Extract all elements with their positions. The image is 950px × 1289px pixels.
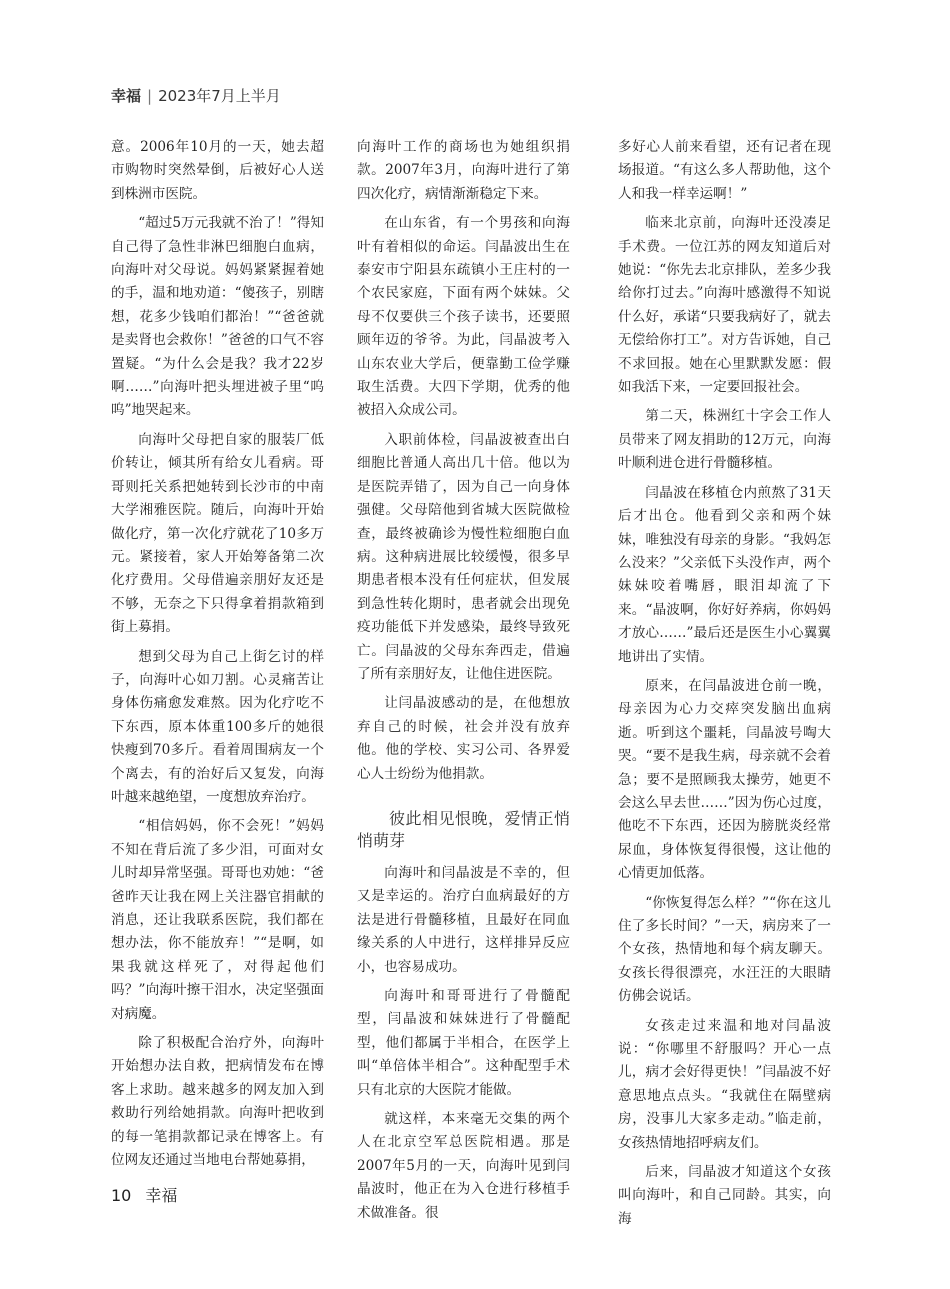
page-header [111,85,281,106]
paragraph: “你恢复得怎么样？”“你在这儿住了多长时间？”一天，病房来了一个女孩，热情地和每个病友聊天。女孩长得很漂亮，水汪汪的大眼睛仿佛会说话。 [618,894,831,1005]
article-column-2 [357,136,570,1231]
section-subheading: 彼此相见恨晚，爱情正悄悄萌芽 [357,808,570,850]
paragraph: 女孩走过来温和地对闫晶波说：“你哪里不舒服吗？开心一点儿，病才会好得更快！”闫晶波不好意思地点点头。“我就住在隔壁病房，没事儿大家多走动。”临走前，女孩热情地招呼病友们。 [618,1017,831,1151]
article-column-3 [618,136,831,1237]
paragraph: 向海叶和哥哥进行了骨髓配型，闫晶波和妹妹进行了骨髓配型，他们都属于半相合，在医学上叫“单倍体半相合”。这种配型手术只有北京的大医院才能做。 [357,988,570,1098]
paragraph: 向海叶和闫晶波是不幸的，但又是幸运的。治疗白血病最好的方法是进行骨髓移植，且最好在同血缘关系的人中进行，这样排异反应小，也容易成功。 [357,864,570,975]
page-number: 10 [111,1186,132,1205]
paragraph: “相信妈妈，你不会死！”妈妈不知在背后流了多少泪，可面对女儿时却异常坚强。哥哥也劝她：“爸爸昨天让我在网上关注器官捐献的消息，还让我联系医院，我们都在想办法，你不能放弃！”“是啊，如果我就这样死了，对得起他们吗？”向海叶擦干泪水，决定坚强面对病魔。 [111,818,324,1022]
footer-magazine-name: 幸福 [145,1186,178,1205]
issue-date: 2023年7月上半月 [158,87,281,105]
paragraph: 除了积极配合治疗外，向海叶开始想办法自救，把病情发布在博客上求助。越来越多的网友加入到救助行列给她捐款。向海叶把收到的每一笔捐款都记录在博客上。有位网友还通过当地电台帮她募捐， [111,1035,324,1169]
paragraph: 后来，闫晶波才知道这个女孩叫向海叶，和自己同龄。其实，向海 [618,1164,831,1227]
paragraph: 让闫晶波感动的是，在他想放弃自己的时候，社会并没有放弃他。他的学校、实习公司、各界爱心人士纷纷为他捐款。 [357,695,570,782]
paragraph: 入职前体检，闫晶波被查出白细胞比普通人高出几十倍。他以为是医院弄错了，因为自己一向身体强健。父母陪他到省城大医院做检查，最终被确诊为慢性粒细胞白血病。这种病进展比较缓慢，很多早期患者根本没有任何症状，但发展到急性转化期时，患者就会出现免疫功能低下并发感染，最终导致死亡。闫晶波的父母东奔西走，借遍了所有亲朋好友，让他住进医院。 [357,431,570,682]
paragraph: 临来北京前，向海叶还没凑足手术费。一位江苏的网友知道后对她说：“你先去北京排队，差多少我给你打过去。”向海叶感激得不知说什么好，承诺“只要我病好了，就去无偿给你打工”。对方告诉她，自己不求回报。她在心里默默发愿：假如我活下来，一定要回报社会。 [618,215,831,396]
paragraph: 在山东省，有一个男孩和向海叶有着相似的命运。闫晶波出生在泰安市宁阳县东疏镇小王庄村的一个农民家庭，下面有两个妹妹。父母不仅要供三个孩子读书，还要照顾年迈的爷爷。为此，闫晶波考入山东农业大学后，便靠勤工俭学赚取生活费。大四下学期，优秀的他被招入众成公司。 [357,215,570,419]
paragraph: 原来，在闫晶波进仓前一晚，母亲因为心力交瘁突发脑出血病逝。听到这个噩耗，闫晶波号啕大哭。“要不是我生病，母亲就不会着急；要不是照顾我太操劳，她更不会这么早去世……”因为伤心过度，他吃不下东西，还因为膀胱炎经常尿血，身体恢复得很慢，这让他的心情更加低落。 [618,677,831,882]
paragraph: “超过5万元我就不治了！”得知自己得了急性非淋巴细胞白血病，向海叶对父母说。妈妈紧紧握着她的手，温和地劝道：“傻孩子，别瞎想，花多少钱咱们都治！”“爸爸就是卖肾也会救你！”爸爸的口气不容置疑。“为什么会是我？我才22岁啊……”向海叶把头埋进被子里“呜呜”地哭起来。 [111,215,324,419]
paragraph: 多好心人前来看望，还有记者在现场报道。“有这么多人帮助他，这个人和我一样幸运啊！” [618,139,831,202]
header-separator: | [147,87,153,105]
paragraph: 意。2006年10月的一天，她去超市购物时突然晕倒，后被好心人送到株洲市医院。 [111,139,324,202]
paragraph: 向海叶父母把自家的服装厂低价转让，倾其所有给女儿看病。哥哥则托关系把她转到长沙市的中南大学湘雅医院。随后，向海叶开始做化疗，第一次化疗就花了10多万元。紧接着，家人开始筹备第二次化疗费用。父母借遍亲朋好友还是不够，无奈之下只得拿着捐款箱到街上募捐。 [111,431,324,636]
paragraph: 闫晶波在移植仓内煎熬了31天后才出仓。他看到父亲和两个妹妹，唯独没有母亲的身影。“我妈怎么没来？”父亲低下头没作声，两个妹妹咬着嘴唇，眼泪却流了下来。“晶波啊，你好好养病，你妈妈才放心……”最后还是医生小心翼翼地讲出了实情。 [618,484,831,665]
paragraph: 想到父母为自己上街乞讨的样子，向海叶心如刀割。心灵痛苦让身体伤痛愈发难熬。因为化疗吃不下东西，原本体重100多斤的她很快瘦到70多斤。看着周围病友一个个离去，有的治好后又复发，向海叶越来越绝望，一度想放弃治疗。 [111,648,324,805]
paragraph: 第二天，株洲红十字会工作人员带来了网友捐助的12万元，向海叶顺利进仓进行骨髓移植。 [618,408,831,472]
article-column-1 [111,136,324,1178]
paragraph: 就这样，本来毫无交集的两个人在北京空军总医院相遇。那是2007年5月的一天，向海叶见到闫晶波时，他正在为入仓进行移植手术做准备。很 [357,1111,570,1221]
paragraph: 向海叶工作的商场也为她组织捐款。2007年3月，向海叶进行了第四次化疗，病情渐渐稳定下来。 [357,139,570,202]
magazine-name: 幸福 [111,87,142,105]
page-footer [111,1183,177,1206]
